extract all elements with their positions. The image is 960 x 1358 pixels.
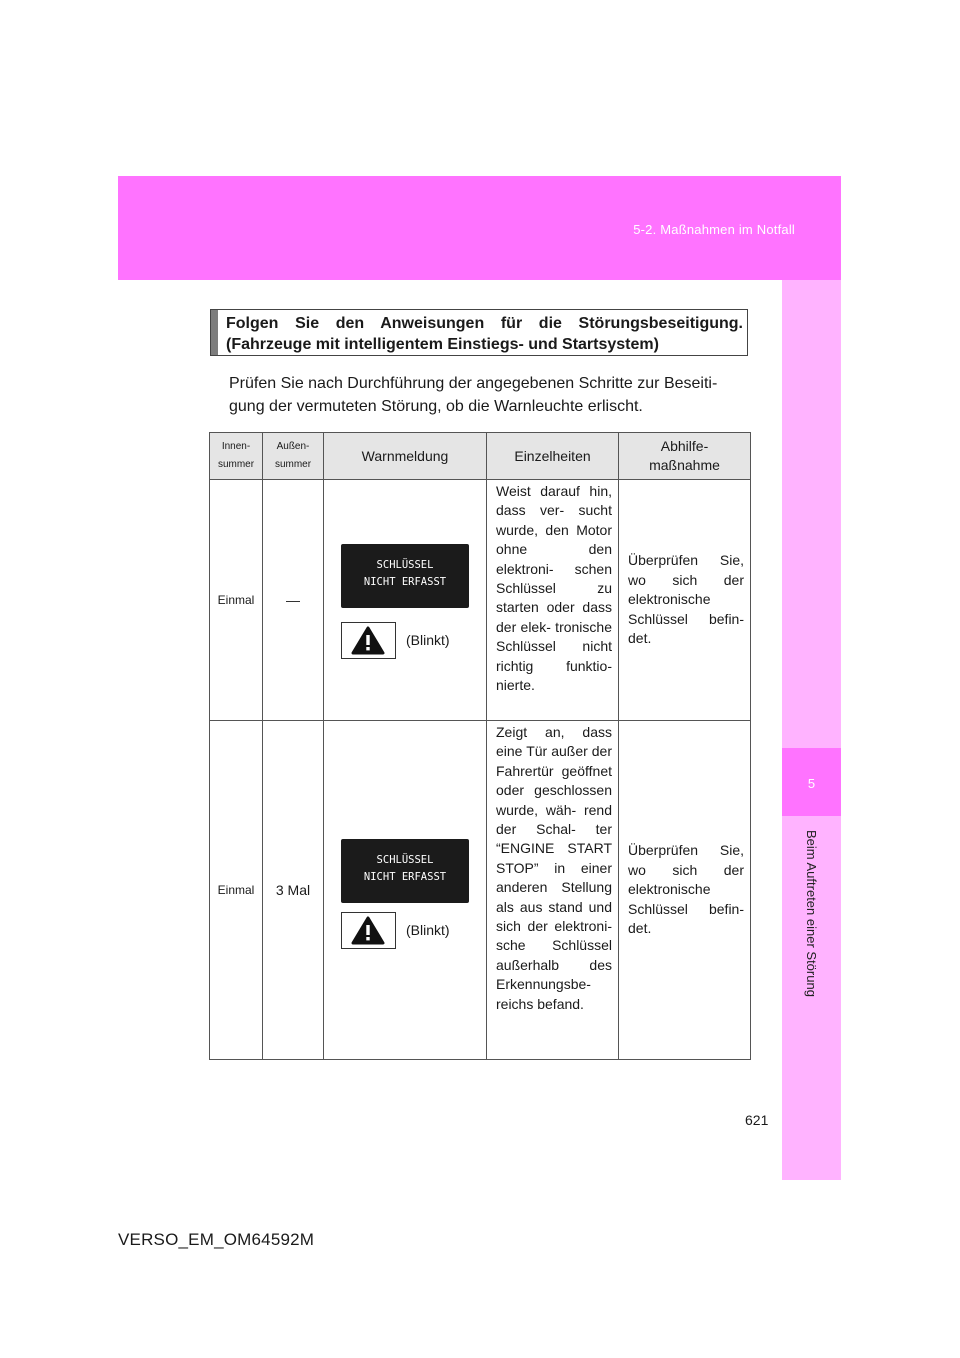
- display-line-1: SCHLÜSSEL: [376, 854, 434, 866]
- display-panel: [341, 839, 469, 903]
- chapter-title: [782, 830, 841, 1020]
- chapter-tab[interactable]: [782, 748, 841, 816]
- remedy-cell: Überprüfen Sie, wo sich der elektronische Schlüssel befin- det.: [619, 480, 751, 721]
- warning-light-icon: [341, 912, 396, 949]
- intro-paragraph: Prüfen Sie nach Durchführung der angegebenen Schritte zur Beseiti- gung der vermuteten Störung, ob die Warnleuchte erlischt.: [229, 375, 718, 415]
- heading-accent-bar: [211, 310, 218, 355]
- outer-buzzer-cell: [263, 480, 324, 721]
- remedy-cell: Überprüfen Sie, wo sich der elektronische Schlüssel befin- det.: [619, 721, 751, 1060]
- table-header-row: [210, 433, 751, 480]
- warning-cell: [324, 721, 487, 1060]
- col-header-inner-buzzer: Innen- summer: [210, 433, 263, 480]
- warning-cell: [324, 480, 487, 721]
- document-code: VERSO_EM_OM64592M: [118, 1230, 315, 1249]
- col-header-warning: Warnmeldung: [324, 433, 487, 480]
- table-row: [210, 721, 751, 1060]
- header-band: [118, 176, 841, 280]
- chapter-title-text: Beim Auftreten einer Störung: [803, 830, 819, 997]
- display-line-1: SCHLÜSSEL: [376, 559, 434, 571]
- inner-buzzer-cell: Einmal: [210, 480, 263, 721]
- display-line-2: NICHT ERFASST: [363, 871, 447, 883]
- side-tab-strip: [782, 280, 841, 1180]
- outer-buzzer-cell: 3 Mal: [263, 721, 324, 1060]
- chapter-number: 5: [807, 776, 816, 791]
- col-header-details: Einzelheiten: [487, 433, 619, 480]
- details-cell: Weist darauf hin, dass ver- sucht wurde, den Motor ohne den elektroni- schen Schlüssel zu starten oder dass der elek- tronische Schlüssel nicht richtig funktio- nierte.: [487, 480, 619, 721]
- blink-label: (Blinkt): [406, 922, 450, 938]
- col-header-outer-buzzer: Außen- summer: [263, 433, 324, 480]
- dash-line: [286, 601, 300, 602]
- section-heading: [210, 309, 748, 356]
- warning-table: [209, 432, 751, 1060]
- page-number: 621: [745, 1112, 769, 1128]
- display-panel: [341, 544, 469, 608]
- blink-label: (Blinkt): [406, 632, 450, 648]
- table-row: [210, 480, 751, 721]
- heading-text: Folgen Sie den Anweisungen für die Störungsbeseitigung. (Fahrzeuge mit intelligentem Einstiegs- und Startsystem): [226, 315, 743, 353]
- display-line-2: NICHT ERFASST: [363, 576, 447, 588]
- col-header-remedy: Abhilfe- maßnahme: [619, 433, 751, 480]
- inner-buzzer-cell: Einmal: [210, 721, 263, 1060]
- warning-light-icon: [341, 622, 396, 659]
- details-cell: Zeigt an, dass eine Tür außer der Fahrertür geöffnet oder geschlossen wurde, wäh- rend der Schal- ter “ENGINE START STOP” in einer anderen Stellung als aus stand und sich der elektroni- sche Schlüssel außerhalb des Erkennungsbe- reichs befand.: [487, 721, 619, 1060]
- section-title: 5-2. Maßnahmen im Notfall: [633, 222, 795, 237]
